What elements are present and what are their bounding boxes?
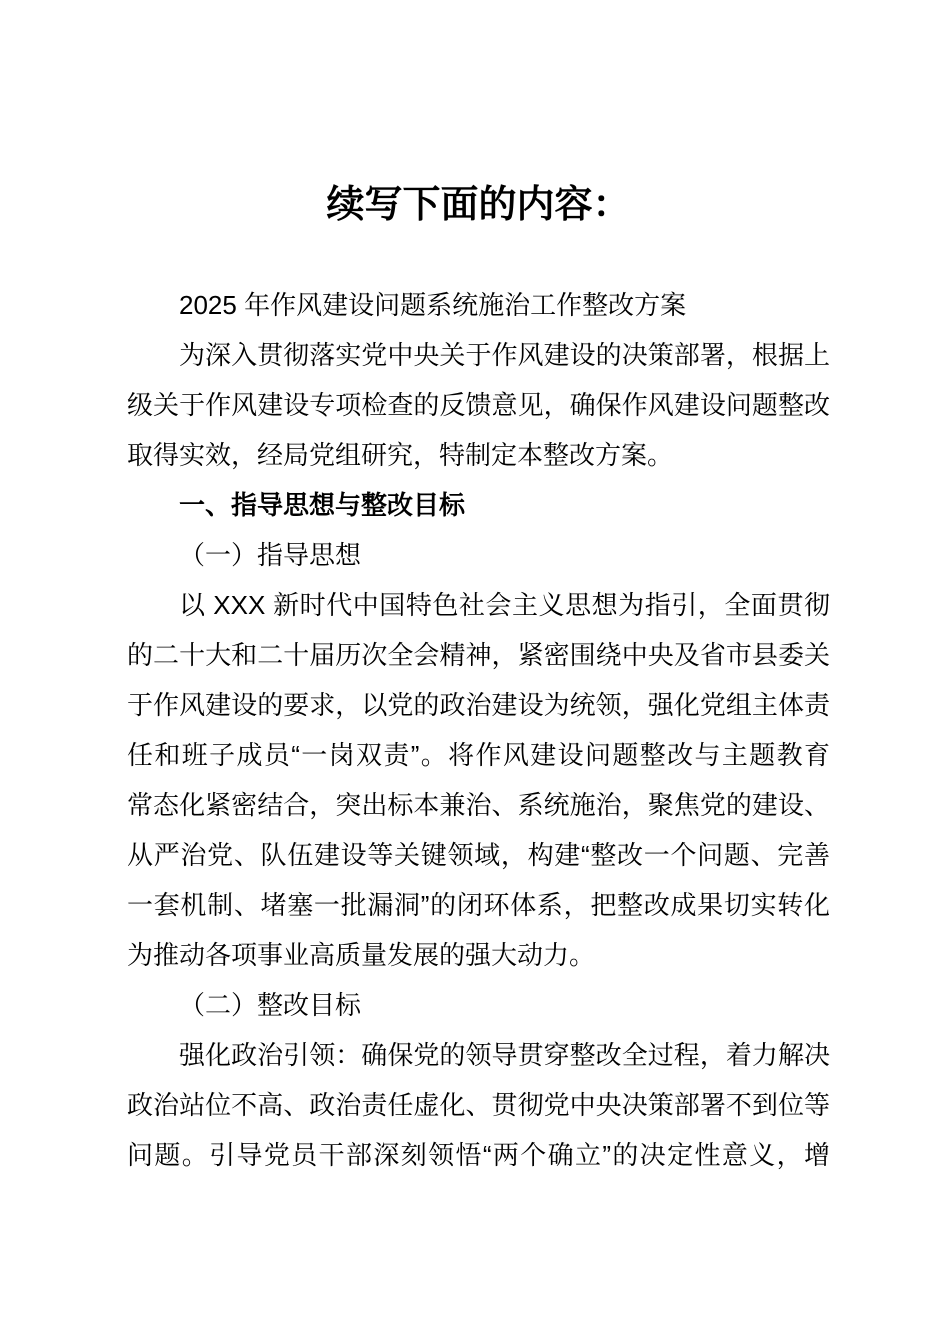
text-line: 一、指导思想与整改目标: [179, 490, 466, 520]
text-line: 政治站位不高、政治责任虚化、贯彻党中央决策部署不到位等: [127, 1090, 830, 1120]
text-line: 2025 年作风建设问题系统施治工作整改方案: [179, 290, 687, 320]
text-line: 常态化紧密结合，突出标本兼治、系统施治，聚焦党的建设、: [127, 790, 830, 820]
paragraph-intro: [127, 330, 830, 480]
paragraph-sub-heading: [127, 530, 830, 580]
document-body: [127, 280, 830, 1180]
text-line: 级关于作风建设专项检查的反馈意见，确保作风建设问题整改: [127, 390, 830, 420]
paragraph-body: [127, 1030, 830, 1180]
paragraph-body: [127, 580, 830, 980]
text-line: （一）指导思想: [179, 540, 362, 570]
text-line: 问题。引导党员干部深刻领悟“两个确立”的决定性意义，增: [127, 1140, 830, 1170]
text-line: 为深入贯彻落实党中央关于作风建设的决策部署，根据上: [179, 340, 830, 370]
text-line: 以 XXX 新时代中国特色社会主义思想为指引，全面贯彻: [179, 590, 830, 620]
text-line: 任和班子成员“一岗双责”。将作风建设问题整改与主题教育: [127, 740, 830, 770]
paragraph-section-heading: [127, 480, 830, 530]
text-line: 的二十大和二十届历次全会精神，紧密围绕中央及省市县委关: [127, 640, 830, 670]
text-line: 为推动各项事业高质量发展的强大动力。: [127, 940, 596, 970]
paragraph-doc-title: [127, 280, 830, 330]
text-line: 从严治党、队伍建设等关键领域，构建“整改一个问题、完善: [127, 840, 830, 870]
text-line: 于作风建设的要求，以党的政治建设为统领，强化党组主体责: [127, 690, 830, 720]
paragraph-sub-heading: [127, 980, 830, 1030]
text-line: （二）整改目标: [179, 990, 362, 1020]
prompt-heading: 续写下面的内容：: [326, 184, 631, 226]
text-line: 取得实效，经局党组研究，特制定本整改方案。: [127, 440, 674, 470]
text-line: 强化政治引领：确保党的领导贯穿整改全过程，着力解决: [179, 1040, 830, 1070]
text-line: 一套机制、堵塞一批漏洞”的闭环体系，把整改成果切实转化: [127, 890, 830, 920]
